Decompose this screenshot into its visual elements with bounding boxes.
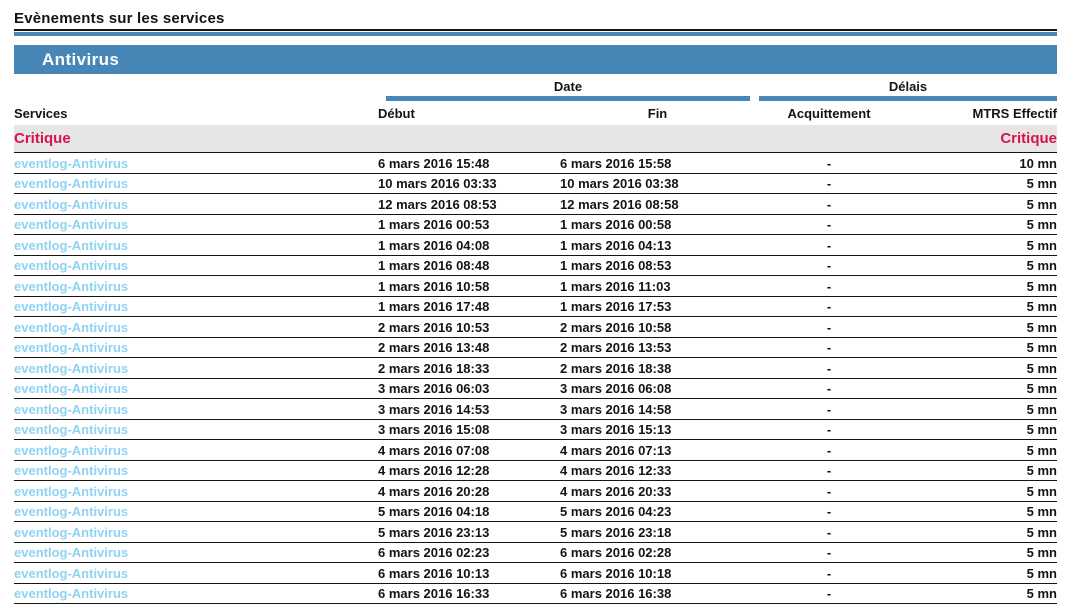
event-end: 6 mars 2016 15:58: [560, 153, 755, 174]
event-start: 2 mars 2016 13:48: [378, 337, 560, 358]
event-mtrs: 5 mn: [903, 378, 1057, 399]
event-mtrs: 5 mn: [903, 399, 1057, 420]
table-row: [14, 481, 1057, 502]
event-mtrs: 5 mn: [903, 501, 1057, 522]
column-group-row: [14, 76, 1057, 101]
event-mtrs: 5 mn: [903, 419, 1057, 440]
service-link[interactable]: eventlog-Antivirus: [14, 565, 129, 581]
service-link[interactable]: eventlog-Antivirus: [14, 463, 129, 478]
event-acknowledgement: -: [755, 460, 903, 481]
event-end: 6 mars 2016 10:18: [560, 563, 755, 584]
event-end: 1 mars 2016 08:53: [560, 255, 755, 276]
table-row: [14, 173, 1057, 194]
service-link[interactable]: eventlog-Antivirus: [14, 401, 129, 417]
report-page: [14, 0, 1057, 604]
event-acknowledgement: -: [755, 563, 903, 584]
column-header-fin: Fin: [647, 106, 668, 121]
service-link[interactable]: eventlog-Antivirus: [14, 483, 129, 499]
column-group-date-label: Date: [386, 79, 750, 101]
column-group-delais: [755, 76, 1057, 101]
event-end: 4 mars 2016 20:33: [560, 481, 755, 502]
event-mtrs: 5 mn: [903, 563, 1057, 584]
event-mtrs: 10 mn: [903, 153, 1057, 174]
event-end: 5 mars 2016 23:18: [560, 522, 755, 543]
event-end: 2 mars 2016 13:53: [560, 337, 755, 358]
event-acknowledgement: -: [755, 522, 903, 543]
event-end: 4 mars 2016 12:33: [560, 460, 755, 481]
service-link[interactable]: eventlog-Antivirus: [14, 545, 129, 560]
event-acknowledgement: -: [755, 440, 903, 461]
service-link[interactable]: eventlog-Antivirus: [14, 524, 129, 540]
event-mtrs: 5 mn: [903, 481, 1057, 502]
event-acknowledgement: -: [755, 153, 903, 174]
service-link[interactable]: eventlog-Antivirus: [14, 340, 129, 355]
event-start: 12 mars 2016 08:53: [378, 194, 560, 215]
event-start: 6 mars 2016 10:13: [378, 563, 560, 584]
service-link[interactable]: eventlog-Antivirus: [14, 504, 129, 519]
event-mtrs: 5 mn: [903, 358, 1057, 379]
event-end: 3 mars 2016 14:58: [560, 399, 755, 420]
event-start: 4 mars 2016 12:28: [378, 460, 560, 481]
event-end: 1 mars 2016 11:03: [560, 276, 755, 297]
event-acknowledgement: -: [755, 501, 903, 522]
service-link[interactable]: eventlog-Antivirus: [14, 299, 129, 314]
table-row: [14, 153, 1057, 174]
table-row: [14, 358, 1057, 379]
event-end: 6 mars 2016 16:38: [560, 583, 755, 604]
event-start: 1 mars 2016 10:58: [378, 276, 560, 297]
event-mtrs: 5 mn: [903, 255, 1057, 276]
service-link[interactable]: eventlog-Antivirus: [14, 155, 129, 171]
event-acknowledgement: -: [755, 337, 903, 358]
severity-band-filler: [378, 125, 903, 153]
event-acknowledgement: -: [755, 194, 903, 215]
event-end: 10 mars 2016 03:38: [560, 173, 755, 194]
event-end: 4 mars 2016 07:13: [560, 440, 755, 461]
event-end: 1 mars 2016 00:58: [560, 214, 755, 235]
service-link[interactable]: eventlog-Antivirus: [14, 217, 129, 232]
event-acknowledgement: -: [755, 296, 903, 317]
event-end: 3 mars 2016 06:08: [560, 378, 755, 399]
column-group-date: [378, 76, 755, 101]
event-mtrs: 5 mn: [903, 337, 1057, 358]
service-link[interactable]: eventlog-Antivirus: [14, 381, 129, 396]
event-end: 2 mars 2016 10:58: [560, 317, 755, 338]
event-mtrs: 5 mn: [903, 460, 1057, 481]
event-acknowledgement: -: [755, 235, 903, 256]
event-end: 5 mars 2016 04:23: [560, 501, 755, 522]
column-header-acquittement: Acquittement: [787, 106, 871, 121]
column-header-services: Services: [14, 106, 68, 121]
event-start: 5 mars 2016 04:18: [378, 501, 560, 522]
event-start: 2 mars 2016 18:33: [378, 358, 560, 379]
event-acknowledgement: -: [755, 399, 903, 420]
event-start: 3 mars 2016 06:03: [378, 378, 560, 399]
event-start: 6 mars 2016 02:23: [378, 542, 560, 563]
event-start: 4 mars 2016 20:28: [378, 481, 560, 502]
event-start: 2 mars 2016 10:53: [378, 317, 560, 338]
event-acknowledgement: -: [755, 358, 903, 379]
table-row: [14, 501, 1057, 522]
table-row: [14, 194, 1057, 215]
column-group-spacer: [14, 76, 378, 101]
event-mtrs: 5 mn: [903, 276, 1057, 297]
event-acknowledgement: -: [755, 255, 903, 276]
event-acknowledgement: -: [755, 276, 903, 297]
title-divider: [14, 32, 1057, 36]
severity-band-critique: [14, 125, 1057, 153]
table-row: [14, 378, 1057, 399]
severity-label-right: Critique: [903, 125, 1057, 153]
event-acknowledgement: -: [755, 419, 903, 440]
event-acknowledgement: -: [755, 173, 903, 194]
event-start: 6 mars 2016 15:48: [378, 153, 560, 174]
service-link[interactable]: eventlog-Antivirus: [14, 237, 129, 253]
event-acknowledgement: -: [755, 317, 903, 338]
event-start: 3 mars 2016 14:53: [378, 399, 560, 420]
event-acknowledgement: -: [755, 378, 903, 399]
event-end: 6 mars 2016 02:28: [560, 542, 755, 563]
table-row: [14, 214, 1057, 235]
table-row: [14, 276, 1057, 297]
event-end: 12 mars 2016 08:58: [560, 194, 755, 215]
event-start: 10 mars 2016 03:33: [378, 173, 560, 194]
column-header-mtrs-effectif: MTRS Effectif: [972, 106, 1057, 121]
service-link[interactable]: eventlog-Antivirus: [14, 258, 129, 273]
column-group-delais-label: Délais: [759, 79, 1057, 101]
event-end: 1 mars 2016 04:13: [560, 235, 755, 256]
page-title: Evènements sur les services: [14, 10, 1057, 31]
event-mtrs: 5 mn: [903, 235, 1057, 256]
column-header-row: [14, 101, 1057, 125]
table-row: [14, 522, 1057, 543]
service-link[interactable]: eventlog-Antivirus: [14, 319, 129, 335]
service-link[interactable]: eventlog-Antivirus: [14, 586, 129, 601]
event-start: 4 mars 2016 07:08: [378, 440, 560, 461]
service-link[interactable]: eventlog-Antivirus: [14, 360, 129, 376]
event-start: 1 mars 2016 04:08: [378, 235, 560, 256]
event-start: 5 mars 2016 23:13: [378, 522, 560, 543]
service-link[interactable]: eventlog-Antivirus: [14, 422, 129, 437]
service-link[interactable]: eventlog-Antivirus: [14, 278, 129, 294]
column-header-debut: Début: [378, 106, 415, 121]
event-mtrs: 5 mn: [903, 440, 1057, 461]
event-acknowledgement: -: [755, 481, 903, 502]
table-row: [14, 563, 1057, 584]
service-link[interactable]: eventlog-Antivirus: [14, 176, 129, 191]
event-start: 3 mars 2016 15:08: [378, 419, 560, 440]
table-row: [14, 419, 1057, 440]
table-row: [14, 399, 1057, 420]
events-table-body: [14, 153, 1057, 604]
event-mtrs: 5 mn: [903, 522, 1057, 543]
event-end: 1 mars 2016 17:53: [560, 296, 755, 317]
severity-label-left: Critique: [14, 125, 378, 153]
section-title: Antivirus: [42, 50, 120, 69]
event-acknowledgement: -: [755, 214, 903, 235]
table-row: [14, 542, 1057, 563]
event-mtrs: 5 mn: [903, 214, 1057, 235]
table-row: [14, 460, 1057, 481]
event-start: 1 mars 2016 08:48: [378, 255, 560, 276]
event-mtrs: 5 mn: [903, 583, 1057, 604]
section-header-antivirus: [14, 45, 1057, 74]
event-end: 3 mars 2016 15:13: [560, 419, 755, 440]
table-row: [14, 255, 1057, 276]
table-row: [14, 583, 1057, 604]
events-table: [14, 76, 1057, 604]
table-row: [14, 440, 1057, 461]
table-row: [14, 317, 1057, 338]
table-row: [14, 296, 1057, 317]
event-acknowledgement: -: [755, 542, 903, 563]
service-link[interactable]: eventlog-Antivirus: [14, 442, 129, 458]
event-mtrs: 5 mn: [903, 173, 1057, 194]
event-acknowledgement: -: [755, 583, 903, 604]
event-start: 6 mars 2016 16:33: [378, 583, 560, 604]
event-start: 1 mars 2016 17:48: [378, 296, 560, 317]
event-start: 1 mars 2016 00:53: [378, 214, 560, 235]
event-mtrs: 5 mn: [903, 194, 1057, 215]
table-row: [14, 337, 1057, 358]
service-link[interactable]: eventlog-Antivirus: [14, 196, 129, 212]
event-mtrs: 5 mn: [903, 317, 1057, 338]
event-mtrs: 5 mn: [903, 542, 1057, 563]
event-mtrs: 5 mn: [903, 296, 1057, 317]
event-end: 2 mars 2016 18:38: [560, 358, 755, 379]
table-row: [14, 235, 1057, 256]
